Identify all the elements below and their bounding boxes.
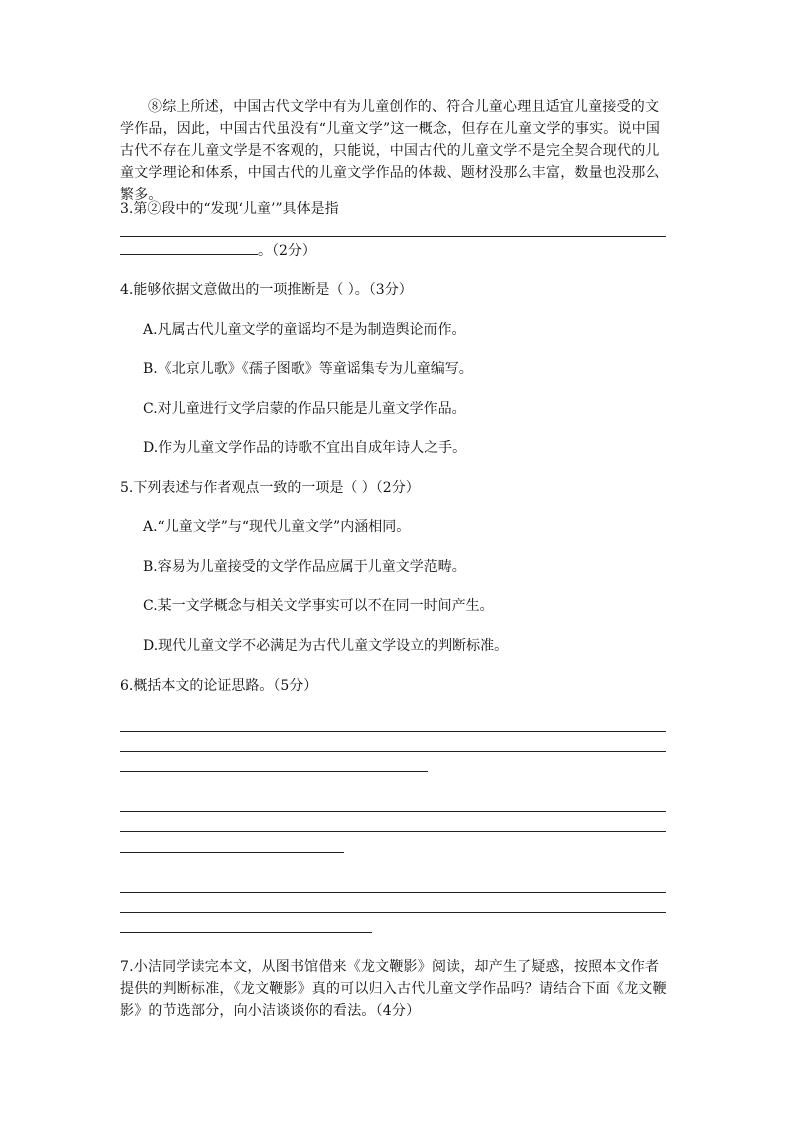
question-3-stem: 3.第②段中的“发现‘儿童’”具体是指 <box>120 201 339 217</box>
passage-paragraph-8: ⑧综上所述，中国古代文学中有为儿童创作的、符合儿童心理且适宜儿童接受的文学作品，因此，中国古代虽没有“儿童文学”这一概念，但存在儿童文学的事实。说中国古代不存在儿童文学是不客观的，只能说，中国古代的儿童文学不是完全契合现代的儿童文学理论和体系，中国古代的儿童文学作品的体裁、题材没那么丰富，数量也没那么繁多。 <box>120 99 661 203</box>
question-3-tail: 。（2分） <box>258 243 316 259</box>
answer-line[interactable] <box>120 831 666 832</box>
answer-line[interactable] <box>120 811 666 812</box>
answer-line[interactable] <box>120 932 372 933</box>
answer-blank[interactable] <box>120 240 258 255</box>
question-4-option-a: A.凡属古代儿童文学的童谣均不是为制造舆论而作。 <box>143 322 466 338</box>
question-4-option-d: D.作为儿童文学作品的诗歌不宜出自成年诗人之手。 <box>143 440 467 456</box>
answer-line[interactable] <box>120 892 666 893</box>
answer-line[interactable] <box>120 771 428 772</box>
question-6-stem: 6.概括本文的论证思路。（5分） <box>120 678 318 694</box>
question-4-option-b: B.《北京儿歌》《孺子图歌》等童谣集专为儿童编写。 <box>143 361 473 377</box>
question-4-stem: 4.能够依据文意做出的一项推断是（ ）。（3分） <box>120 282 413 298</box>
question-5-option-a: A.“儿童文学”与“现代儿童文学”内涵相同。 <box>143 519 411 535</box>
question-3-tail-row <box>120 240 316 262</box>
question-5-option-d: D.现代儿童文学不必满足为古代儿童文学设立的判断标准。 <box>143 638 509 654</box>
question-5-option-c: C.某一文学概念与相关文学事实可以不在同一时间产生。 <box>143 598 494 614</box>
answer-line[interactable] <box>120 236 666 237</box>
question-4-option-c: C.对儿童进行文学启蒙的作品只能是儿童文学作品。 <box>143 401 466 417</box>
answer-line[interactable] <box>120 731 666 732</box>
question-5-stem: 5.下列表述与作者观点一致的一项是（ ）（2分） <box>120 480 420 496</box>
answer-line[interactable] <box>120 912 666 913</box>
answer-line[interactable] <box>120 852 344 853</box>
question-7-text: 7.小洁同学读完本文，从图书馆借来《龙文鞭影》阅读，却产生了疑惑，按照本文作者提供的判断标准，《龙文鞭影》真的可以归入古代儿童文学作品吗？请结合下面《龙文鞭影》的节选部分，向小洁谈谈你的看法。（4分） <box>120 959 667 1019</box>
question-5-option-b: B.容易为儿童接受的文学作品应属于儿童文学范畴。 <box>143 559 466 575</box>
answer-line[interactable] <box>120 751 666 752</box>
